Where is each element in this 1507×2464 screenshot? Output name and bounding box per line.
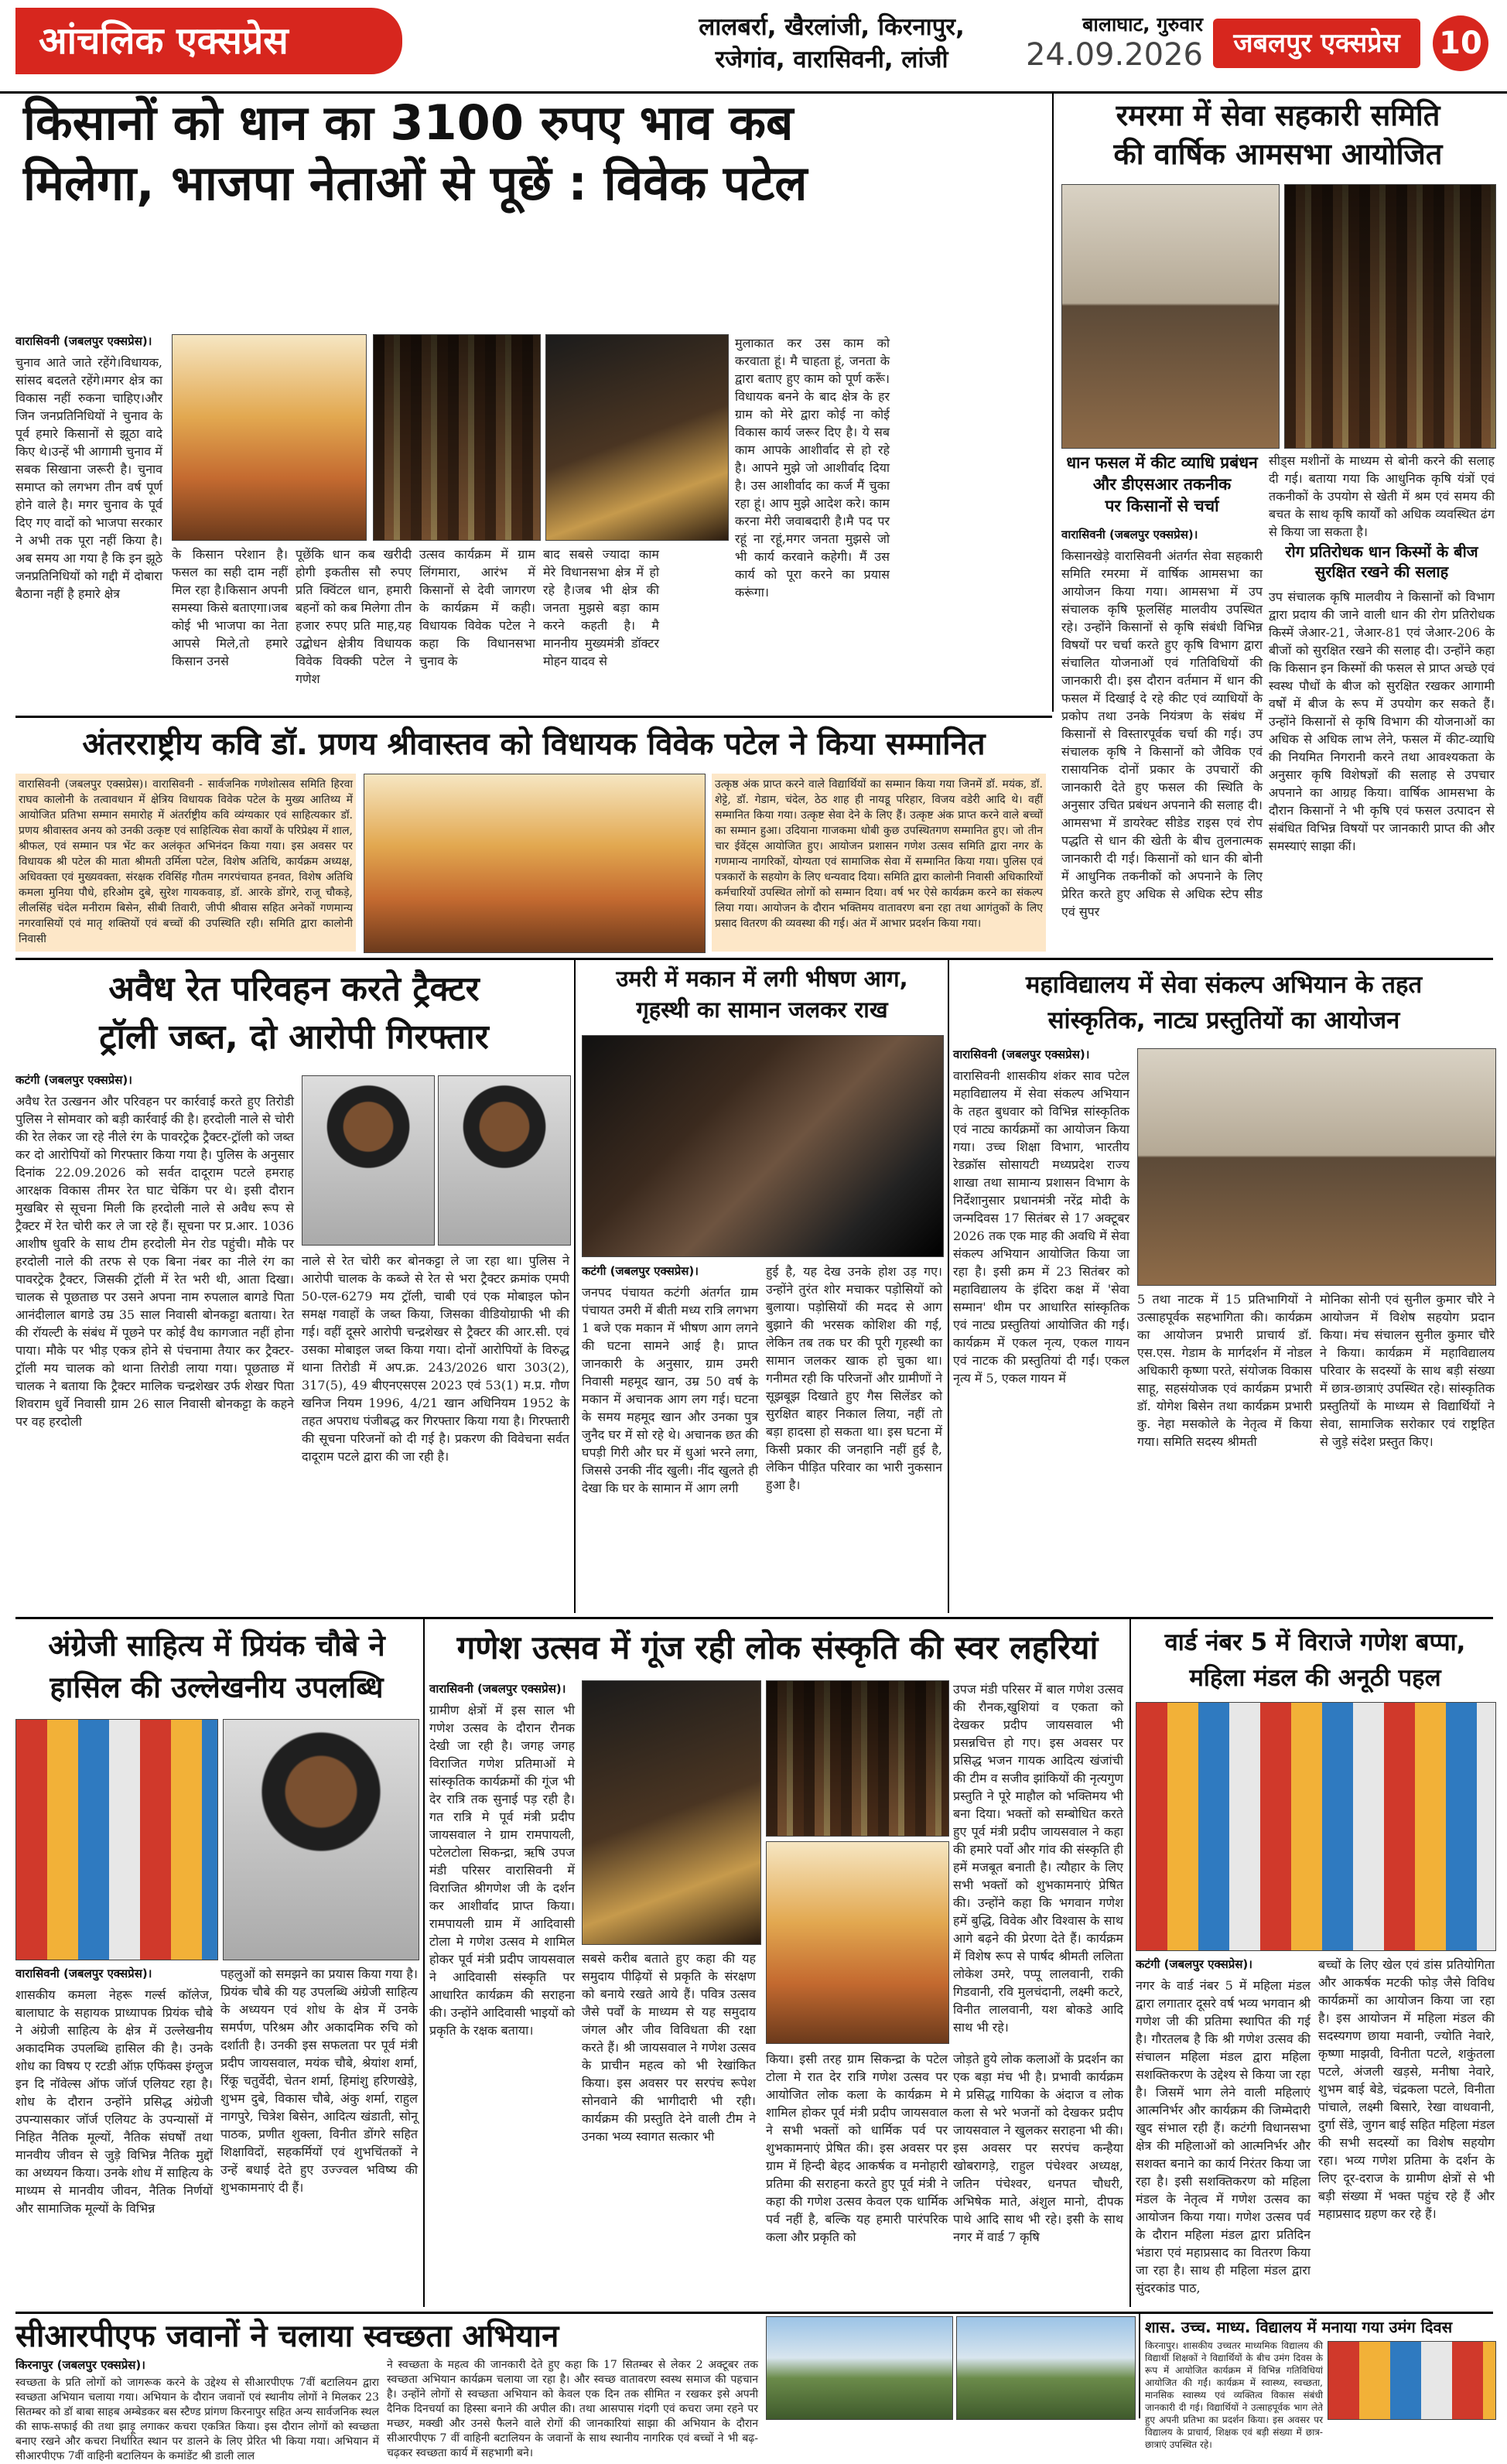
story5-photo [582, 1035, 944, 1257]
story6-col-1 [953, 1046, 1129, 1611]
story1-col-1 [15, 333, 162, 712]
story1-col-4: उत्सव कार्यक्रम में ग्राम लिंगमारा, आरंभ में किसानों से देवी जागरण के कार्यक्रम में कही। विधायक विवेक पटेल ने कहा कि विधानसभा चुनाव के [419, 547, 535, 668]
story3-text-left: वारासिवनी (जबलपुर एक्सप्रेस)। वारासिवनी - सार्वजनिक गणेशोत्सव समिति हिरवा राघव कालोनी के तत्वावधान में क्षेत्रिय विधायक विवेक पटेल के मुख्य आतिथ्य में आयोजित प्रतिभा सम्मान समारोह में अंतर्राष्ट्रीय कवि व्यंग्यकार एवं साहित्यकार डॉ. प्रणय श्रीवास्तव अनय को उनकी उत्कृष्ट एवं साहित्यिक सेवा कार्यों के परिप्रेक्ष्य में शाल, श्रीफल, एवं सम्मान पत्र भेंट कर अलंकृत अभिनंदन किया गया। इस अवसर पर विधायक श्री पटेल की माता श्रीमती उर्मिला पटेल, विशेष अतिथि, कार्यक्रम अध्यक्ष, अधिवक्ता एवं मुख्यवक्ता, संरक्षक रविसिंह गौतम नगरपंचायत हनवत, विशेष अतिथि कमला मुनिया पौधे, हरिओम दुबे, सुरेश गायकवाड़, डॉ. आरके डोंगरे, राजू चौकड़े, लीलसिंह चंदेल मनीराम बिसेन, सीबी तिवारी, जीपी श्रीवास सहित अनेकों गणमान्य नगरवासियों एवं मातृ शक्तियों एवं बच्चों की उपस्थिति रही। समिति द्वारा कालोनी निवासी [15, 774, 356, 952]
story2-photo-1 [1061, 184, 1280, 449]
story8-col-1-text: ग्रामीण क्षेत्रों में इस साल भी गणेश उत्सव के दौरान रौनक देखी जा रही है। जगह जगह विराजित गणेश प्रतिमाओं मे सांस्कृतिक कार्यक्रमों की गूंज भी देर रात्रि तक सुनाई पड़ रही है। गत रात्रि मे पूर्व मंत्री प्रदीप जायसवाल ने ग्राम रामपायली, पटेलटोला सिकन्द्रा, ऋषि उपज मंडी परिसर वारासिवनी में विराजित श्रीगणेश जी के दर्शन कर आशीर्वाद प्राप्त किया। रामपायली ग्राम में आदिवासी टोला मे गणेश उत्सव मे शामिल होकर पूर्व मंत्री प्रदीप जायसवाल ने आदिवासी संस्कृति पर आधारित कार्यक्रम की सराहना की। उन्होंने आदिवासी भाइयों को प्रकृति के रक्षक बताया। [429, 1703, 576, 2038]
divider [423, 1618, 425, 2307]
divider [948, 959, 949, 1613]
story7-portrait-photo [223, 1719, 419, 1960]
story7-headline [15, 1625, 418, 1708]
story11-headline: शास. उच्च. माध्य. विद्यालय में मनाया गया उमंग दिवस [1145, 2318, 1453, 2336]
story6-col-2: 5 तथा नाटक में 15 प्रतिभागियों ने उत्साहपूर्वक सहभागिता की। कार्यक्रम का आयोजन प्रभारी प्राचार्य डॉ. एस.एस. गेडाम के मार्गदर्शन में नोडल अधिकारी कृष्णा परते, संयोजक विकास साहू, सहसंयोजक एवं कार्यक्रम प्रभारी डॉ. योगेश बिसेन तथा कार्यक्रम प्रभारी कु. नेहा मसकोले के नेतृत्व में किया गया। समिति सदस्य श्रीमती [1137, 1292, 1312, 1449]
story7-book-photo [15, 1719, 218, 1960]
story8-col-4: जोड़ते हुये लोक कलाओं के प्रदर्शन का एक बड़ा मंच भी है। प्रभावी कार्यक्रम मे प्रसिद्ध गायिका के अंदाज व लोक कला से भरे भजनों को देखकर प्रदीप जायसवाल ने खुलकर सराहना भी की। इस अवसर पर सरपंच कन्हैया खोबरागड़े, राहुल पंचेश्वर अध्यक्ष, जतिन पंचेश्वर, धनपत चौधरी, अभिषेक माते, अंशुल मानो, दीपक पाथे आदि साथ भी रहे। इसी के साथ नगर में वार्ड 7 कृषि [953, 2052, 1123, 2244]
story2-subhead-line-3: पर किसानों से चर्चा [1105, 497, 1219, 515]
story3-headline: अंतरराष्ट्रीय कवि डॉ. प्रणय श्रीवास्तव को विधायक विवेक पटेल ने किया सम्मानित [82, 726, 986, 762]
story2-text-b: उप संचालक कृषि मालवीय ने किसानों को विभाग द्वारा प्रदाय की जाने वाली धान की रोग प्रतिरोधक किस्में जेआर-21, जेआर-81 एवं जेआर-206 के बीजों को सुरक्षित रखने की सलाह दी। उन्होंने कहा कि किसान इन किस्मों की फसल से प्राप्त अच्छे एवं स्वस्थ पौधों के बीज को सुरक्षित रखकर आगामी वर्षों में बीज के रूप में उपयोग कर सकते हैं। उन्होंने किसानों से कृषि विभाग की योजनाओं का अधिक से अधिक लाभ लेने, फसल में कीट-व्याधि की नियमित निगरानी करने तथा आवश्यकता के अनुसार कृषि विशेषज्ञों की सलाह से उपचार अपनाने का आग्रह किया। वार्षिक आमसभा के दौरान किसानों ने भी कृषि एवं फसल उत्पादन से संबंधित विभिन्न विषयों पर जानकारी प्राप्त की और समस्याएं साझा कीं। [1269, 590, 1495, 853]
story1-col-3: पूछेंकि धान कब खरीदी होगी इकतीस सौ रुपए प्रति क्विंटल धान, हमारी बहनों को कब मिलेगा तीन हजार रुपए प्रति माह,यह उद्बोधन क्षेत्रीय विधायक विवेक विक्की पटेल ने गणेश [296, 547, 412, 686]
story4-accused-photo-1 [302, 1075, 435, 1246]
story1-photo-2 [373, 334, 541, 541]
story8-col-2: सबसे करीब बताते हुए कहा की यह समुदाय पीढ़ियों से प्रकृति के संरक्षण को बनाये रखते आये हैं। पवित्र उत्सव जैसे पर्वों के माध्यम से यह समुदाय जंगल और जीव विविधता की रक्षा करते हैं। श्री जायसवाल ने गणेश उत्सव के प्राचीन महत्व को भी रेखांकित किया। इस अवसर पर सरपंच रूपेश सोनवाने की भागीदारी भी रही। कार्यक्रम की प्रस्तुति देने वाली टीम ने उनका भव्य स्वागत सत्कार भी [582, 1951, 756, 2144]
story7-col-1 [15, 1965, 213, 2305]
divider [15, 958, 1493, 960]
story10-col-2: ने स्वच्छता के महत्व की जानकारी देते हुए कहा कि 17 सितम्बर से लेकर 2 अक्टूबर तक स्वच्छता अभियान कार्यक्रम चलाया जा रहा है। और स्वच्छ वातावरण स्वस्थ समाज की पहचान है। उन्होंने लोगों से स्वच्छता अभियान को केवल एक दिन तक सीमित न रखकर इसे अपनी दैनिक दिनचर्या का हिस्सा बनाने की अपील की। तथा आसपास गंदगी एवं कचरा जमा रहने पर मच्छर, मक्खी और उनसे फैलने वाले रोगों की जानकारियां साझा की अभियान के दौरान सीआरपीएफ 7 वीं वाहिनी बटालियन के जवानों के साथ स्थानीय नागरिक एवं बच्चों ने भी बढ़-चढ़कर स्वच्छता कार्य में सहभागी बने। [387, 2359, 758, 2459]
story6-col-3: मोनिका सोनी एवं सुनील कुमार चौरे ने आयोजन में विशेष सहयोग प्रदान किया। मंच संचालन सुनील कुमार चौरे ने किया। कार्यक्रम में महाविद्यालय परिवार के सदस्यों के साथ बड़ी संख्या में छात्र-छात्राएं उपस्थित रहे। सांस्कृतिक प्रस्तुतियों के माध्यम से विद्यार्थियों ने सेवा, सामाजिक सरोकार एवं राष्ट्रहित से जुड़े संदेश प्रस्तुत किए। [1320, 1292, 1495, 1449]
story1-col-1-text: चुनाव आते जाते रहेंगे।विधायक, सांसद बदलते रहेंगे।मगर क्षेत्र का विकास नहीं रुकना चाहिए।और जिन जनप्रतिनिधियों ने चुनाव के पूर्व हमारे किसानों से झूठा वादे किए थे।उन्हें भी आगामी चुनाव में सबक सिखाना जरूरी है। चुनाव समाप्त को लगभग तीन वर्ष पूर्ण होने वाले है। मगर चुनाव के पूर्व दिए गए वादों को भाजपा सरकार ने अभी तक पूरा नहीं किया है। अब समय आ गया है कि इन झूठे जनप्रतिनिधियों को गद्दी में दोबारा बैठाना नहीं है हमारे क्षेत्र [15, 355, 162, 601]
divider [15, 716, 1052, 718]
story9-col-1 [1136, 1956, 1311, 2305]
story1-dateline: वारासिवनी (जबलपुर एक्सप्रेस)। [15, 334, 152, 348]
story9-headline-line-2: महिला मंडल की अनूठी पहल [1189, 1664, 1441, 1692]
story10-photo-2 [956, 2316, 1136, 2420]
story6-col-1-text: वारासिवनी शासकीय शंकर साव पटेल महाविद्यालय में सेवा संकल्प अभियान के तहत बुधवार को विभिन्न सांस्कृतिक एवं नाट्य कार्यक्रमों का आयोजन किया गया। उच्च शिक्षा विभाग, भारतीय रेडक्रॉस सोसायटी मध्यप्रदेश राज्य शाखा तथा सामान्य प्रशासन विभाग के निर्देशानुसार प्रधानमंत्री नरेंद्र मोदी के जन्मदिवस 17 सितंबर से 17 अक्टूबर 2026 तक एक माह की अवधि में सेवा संकल्प अभियान आयोजित किया जा रहा है। इसी क्रम में 23 सितंबर को महाविद्यालय के इंदिरा कक्ष में 'सेवा सम्मान' थीम पर आधारित सांस्कृतिक एवं नाट्य प्रस्तुतियां आयोजित की गईं। कार्यक्रम में एकल नृत्य, एकल गायन एवं नाटक की प्रस्तुतियां दी गईं। एकल नृत्य में 5, एकल गायन में [953, 1068, 1129, 1386]
divider [1139, 2313, 1140, 2418]
city-day: बालाघाट, गुरुवार [1082, 13, 1203, 36]
story3-photo [364, 774, 706, 953]
story4-col-2: नाले से रेत चोरी कर बोनकट्टा ले जा रहा था। पुलिस ने आरोपी चालक के कब्जे से रेत से भरा ट्रैक्टर क्रमांक एमपी 50-एल-6279 मय ट्रॉली, चाबी एवं एक मोबाइल फोन समक्ष गवाहों के जब्त किया, जिसका वीडियोग्राफी भी की गई। वहीं दूसरे आरोपी चन्द्रशेखर से ट्रैक्टर की आर.सी. एवं उसका मोबाइल जब्त किया गया। दोनों आरोपियों के विरुद्ध थाना तिरोडी में अप.क्र. 243/2026 धारा 303(2), 317(5), 49 बीएनएसएस 2023 एवं 53(1) म.प्र. गौण खनिज नियम 1996, 4/21 खान अधिनियम 1952 के तहत अपराध पंजीबद्ध कर गिरफ्तार किया गया है। गिरफ्तारी की सूचना परिजनों को दी गई है। प्रकरण की विवेचना सर्वत दादूराम पटले द्वारा की जा रही है। [302, 1253, 569, 1464]
story2-headline-line-1: रमरमा में सेवा सहकारी समिति [1116, 98, 1440, 132]
story4-dateline: कटंगी (जबलपुर एक्सप्रेस)। [15, 1073, 132, 1087]
story11-photo [1328, 2341, 1496, 2420]
story4-headline [15, 965, 572, 1061]
story1-col-6: मुलाकात कर उस काम को करवाता हूं। मै चाहता हूं, जनता के द्वारा बताए हुए काम को पूर्ण करूँ। विधायक बनने के बाद क्षेत्र के हर ग्राम को मेरे द्वारा कोई ना कोई विकास कार्य जरूर दिए है। ये सब काम आपके आशीर्वाद से हो रहे है। आपने मुझे जो आशीर्वाद दिया है। उस आशीर्वाद का कर्ज मैं चुका रहा हूं। आप मुझे आदेश करे। काम करना मेरी जवाबदारी है।मै पद पर रहूं ना रहूं,मगर जनता मुझसे जो भी कार्य करवाने कहेगी। मैं उस कार्य को पूरा करने का प्रयास करूंगा। [735, 336, 890, 600]
brand-badge: जबलपुर एक्सप्रेस [1213, 19, 1420, 68]
story9-col-2: बच्चों के लिए खेल एवं डांस प्रतियोगिता और आकर्षक मटकी फोड़ जैसे विविध कार्यक्रमों का आयोजन किया जा रहा है। इस आयोजन में महिला मंडल की सदस्यगण छाया मवानी, ज्योति नेवारे, कृष्णा माझवी, विनीता पटले, शकुंतला पटले, अंजली खड़से, मनीषा नेवारे, शुभम बाई बेडे, चंद्रकला पटले, विनीता पांचाले, लक्ष्मी बिसारे, रेखा वाधवानी, दुर्गा सेंडे, जुगन बाई सहित महिला मंडल की सभी सदस्यों का विशेष सहयोग रहा। भव्य गणेश प्रतिमा के दर्शन के लिए दूर-दराज के ग्रामीण क्षेत्रों से भी बड़ी संख्या में भक्त पहुंच रहे हैं और महाप्रसाद ग्रहण कर रहे हैं। [1318, 1957, 1495, 2221]
story2-text-a: सीड्स मशीनों के माध्यम से बोनी करने की सलाह दी गई। बताया गया कि आधुनिक कृषि यंत्रों एवं तकनीकों के उपयोग से खेती में श्रम एवं समय की बचत के साथ कृषि कार्यों को अधिक व्यवस्थित ढंग से किया जा सकता है। [1269, 453, 1495, 539]
story5-headline [580, 963, 944, 1025]
divider [15, 1617, 1493, 1619]
story6-headline-line-1: महाविद्यालय में सेवा संकल्प अभियान के तहत [1025, 971, 1423, 999]
story10-col-1-text: स्वच्छता के प्रति लोगों को जागरूक करने के उद्देश्य से सीआरपीएफ 7वीं बटालियन द्वारा स्वच्छता अभियान चलाया गया। अभियान के दौरान जवानों एवं स्थानीय लोगों ने मिलकर 23 सितम्बर को डॉ बाबा साहब अम्बेडकर बस स्टैण्ड प्रांगण किरनापुर सहित अन्य सार्वजनिक स्थल की साफ-सफाई की तथा झाड़ू लगाकर कचरा एकत्रित किया। इस दौरान लोगों को स्वच्छता बनाए रखने और कचरा निर्धारित स्थान पर डालने के लिए प्रेरित भी किया गया। अभियान में सीआरपीएफ 7वीं वाहिनी बटालियन के कमांडेंट श्री डाली लाल [15, 2377, 379, 2462]
story1-col-2: के किसान परेशान है। फसल का सही दाम नहीं मिल रहा है।किसान अपनी समस्या किसे बताएगा।जब कोई भी भाजपा का नेता आपसे मिले,तो हमारे किसान उनसे [172, 547, 288, 668]
story9-col-1-text: नगर के वार्ड नंबर 5 में महिला मंडल द्वारा लगातार दूसरे वर्ष भव्य भगवान श्री गणेश जी की प्रतिमा स्थापित की गई है। गौरतलब है कि श्री गणेश उत्सव की संचालन महिला मंडल द्वारा महिला सशक्तिकरण के उद्देश्य से किया जा रहा है। जिसमें भाग लेने वाली महिलाएं आत्मनिर्भर और कार्यक्रम की जिम्मेदारी खुद संभाल रही हैं। कटंगी विधानसभा क्षेत्र की महिलाओं को आत्मनिर्भर और सशक्त बनाने का कार्य निरंतर किया जा रहा है। इसी सशक्तिकरण को महिला मंडल के नेतृत्व में गणेश उत्सव का आयोजन किया गया। गणेश उत्सव पर्व के दौरान महिला मंडल द्वारा प्रतिदिन भंडारा एवं महाप्रसाद का वितरण किया जा रहा है। साथ ही महिला मंडल द्वारा सुंदरकांड पाठ, [1136, 1978, 1311, 2295]
story10-dateline: किरनापुर (जबलपुर एक्सप्रेस)। [15, 2358, 145, 2372]
story6-headline [953, 967, 1495, 1038]
story2-text-c-body: किसानखेड़े वारासिवनी अंतर्गत सेवा सहकारी समिति रमरमा में वार्षिक आमसभा का आयोजन किया गया। आमसभा में उप संचालक कृषि फूलसिंह मालवीय उपस्थित रहे। उन्होंने किसानों से कृषि संबंधी विभिन्न विषयों पर चर्चा करते हुए कृषि विभाग द्वारा संचालित योजनाओं एवं गतिविधियों की जानकारी दी। इस दौरान वर्तमान में धान की फसल में दिखाई दे रहे कीट एवं व्याधियों के प्रकोप तथा उनके नियंत्रण के संबंध में किसानों से विस्तारपूर्वक चर्चा की गई। उप संचालक कृषि ने किसानों को जैविक एवं रासायनिक दोनों प्रकार के उपचारों की जानकारी देते हुए फसल की स्थिति के अनुसार उचित प्रबंधन अपनाने की सलाह दी। आमसभा में डायरेक्ट सीडेड राइस एवं रोप पद्धति से धान की खेती के बीच तुलनात्मक जानकारी दी गई। किसानों को धान की बोनी में आधुनिक तकनीकों को अपनाने के लिए प्रेरित करते हुए अधिक से अधिक स्टेप सीड एवं सुपर [1061, 549, 1263, 919]
story3-text-right: उत्कृष्ठ अंक प्राप्त करने वाले विद्यार्थियों का सम्मान किया गया जिनमें डॉ. मयंक, डॉ. शेट्टे, डॉ. गेडाम, चंदेल, ठेठ शाह ही नायडू परिहार, विजय वडेरी आदि थे। वहीं सम्मानित किया गया। उत्कृष्ट सेवा देने के लिए हैं। उत्कृष्ट अंक प्राप्त करने वाले बच्चों का सम्मान हुआ। उदियाना गाजकमा धोबी कुछ उपस्थितगण सम्मानित हुए। जो तीन चार ईवेंट्स आयोजित हुए। आयोजन प्रशासन गणेश उत्सव समिति द्वारा नगर के गणमान्य नागरिकों, योग्यता एवं सामाजिक सेवा में सम्मानित किया गया। पुलिस एवं पत्रकारों के सहयोग के लिए धन्यवाद दिया। समिति द्वारा कालोनी निवासी अधिकारियों कर्मचारियों उपस्थित लोगों को सम्मान दिया। वर्ष भर ऐसे कार्यक्रम करने का संकल्प लिया गया। आयोजन के दौरान भक्तिमय वातावरण बना रहा तथा आगंतुकों के लिए प्रसाद वितरण की व्यवस्था की गई। अंत में आभार प्रदर्शन किया गया। [712, 774, 1046, 952]
story9-photo [1136, 1702, 1496, 1951]
story8-dateline: वारासिवनी (जबलपुर एक्सप्रेस)। [429, 1682, 566, 1696]
story6-dateline: वारासिवनी (जबलपुर एक्सप्रेस)। [953, 1047, 1090, 1061]
story9-headline [1136, 1625, 1495, 1696]
story2-headline-line-2: की वार्षिक आमसभा आयोजित [1113, 137, 1443, 171]
story4-headline-line-1: अवैध रेत परिवहन करते ट्रैक्टर [108, 969, 480, 1009]
story1-col-5: बाद सबसे ज्यादा काम मेरे विधानसभा क्षेत्र में हो रहे है।जब भी क्षेत्र की जनता मुझसे बड़ा काम करने कहती है। मै माननीय मुख्यमंत्री डॉक्टर मोहन यादव से [543, 547, 659, 668]
story8-photo-3 [766, 1841, 949, 2044]
story4-accused-photo-2 [438, 1075, 571, 1246]
story4-col-1-text: अवैध रेत उत्खनन और परिवहन पर कार्रवाई करते हुए तिरोडी पुलिस ने सोमवार को बड़ी कार्रवाई की है। हरदोली नाले से चोरी की रेत लेकर जा रहे नीले रंग के पावरट्रेक ट्रैक्टर-ट्रॉली को जब्त कर दो आरोपियों को गिरफ्तार किया गया है। पुलिस के अनुसार दिनांक 22.09.2026 को सर्वत दादूराम पटले हमराह आरक्षक विकास तीमर रेत घाट चेकिंग पर थे। इसी दौरान मुखबिर से सूचना मिली कि हरदोली नाले से अवैध रूप से ट्रैक्टर में रेत चोरी कर ले जा रहे हैं। सूचना पर प्र.आर. 1036 आशीष धुर्वारे के साथ टीम हरदोली मेन रोड पहुंची। मौके पर हरदोली नाले की तरफ से एक बिना नंबर का नीले रंग का पावरट्रेक ट्रैक्टर, जिसकी ट्रॉली में रेत भरी थी, आता दिखा। चालक से पूछताछ पर उसने अपना नाम रुपलाल बागडे पिता आनंदीलाल बागडे उम्र 35 साल निवासी बोनकट्टा बताया। रेत की रॉयल्टी के संबंध में पूछने पर कोई वैध कागजात नहीं होना पाया। मौके पर भीड़ एकत्र होने से पंचनामा तैयार कर ट्रैक्टर-ट्रॉली मय चालक को थाना तिरोडी लाया गया। पूछताछ में चालक ने बताया कि ट्रैक्टर मालिक चन्द्रशेखर उर्फ शेखर पिता शिवराम धुर्वे निवासी ग्राम 26 साल निवासी बोनकट्टा के कहने पर वह हरदोली [15, 1094, 294, 1429]
places-line-1: लालबर्रा, खैरलांजी, किरनापुर, [699, 13, 965, 41]
story5-dateline: कटंगी (जबलपुर एक्सप्रेस)। [582, 1264, 699, 1278]
story11-text: किरनापुर। शासकीय उच्चतर माध्यमिक विद्यालय की विद्यार्थी शिक्षकों ने विद्यार्थियों के बीच उमंग दिवस के रूप में आयोजित कार्यक्रम में विभिन्न गतिविधियां आयोजित की गईं। कार्यक्रम में स्वास्थ्य, स्वच्छता, मानसिक स्वास्थ्य एवं व्यक्तित्व विकास संबंधी जानकारी दी गई। विद्यार्थियों ने उत्साहपूर्वक भाग लेते हुए अपनी प्रतिभा का प्रदर्शन किया। इस अवसर पर विद्यालय के प्राचार्य, शिक्षक एवं बड़ी संख्या में छात्र-छात्राएं उपस्थित रहे। [1145, 2340, 1323, 2450]
story6-photo [1137, 1048, 1496, 1286]
story2-dateline: वारासिवनी (जबलपुर एक्सप्रेस)। [1061, 528, 1198, 542]
story8-col-5: उपज मंडी परिसर में बाल गणेश उत्सव की रौनक,खुशियां व एकता को देखकर प्रदीप जायसवाल भी प्रसन्नचित्त हो गए। इस अवसर पर प्रसिद्ध भजन गायक आदित्य खंजांची की टीम व सजीव झांकियों की नृत्यगुण प्रस्तुति ने पूरे माहौल को भक्तिमय भी बना दिया। भक्तों को सम्बोधित करते हुए पूर्व मंत्री प्रदीप जायसवाल ने कहा की हमारे पर्वो और गांव की संस्कृति ही हमें मजबूत बनाती है। त्यौहार के लिए सभी भक्तों को शुभकामनाएं प्रेषित की। उन्होंने कहा कि भगवान गणेश हमें बुद्धि, विवेक और विश्वास के साथ आगे बढ़ने की प्रेरणा देते हैं। कार्यक्रम में विशेष रूप से पार्षद श्रीमती ललिता लोकेश उमरे, पप्पू लालवानी, राकी गिडवानी, रवि मुलचंदानी, लक्ष्मी कटरे, विनीत लालवानी, यश बोकडे आदि साथ भी रहे। [953, 1682, 1123, 2035]
divider [1052, 93, 1054, 712]
story2-box-title: रोग प्रतिरोधक धान किस्मों के बीज सुरक्षित रखने की सलाह [1285, 542, 1478, 581]
divider [15, 2312, 1493, 2314]
story5-headline-line-1: उमरी में मकान में लगी भीषण आग, [616, 965, 908, 992]
issue-date: 24.09.2026 [1025, 37, 1203, 73]
story2-subhead-line-1: धान फसल में कीट व्याधि प्रबंधन [1066, 453, 1258, 472]
places-list [654, 11, 1010, 76]
divider [1129, 1618, 1131, 2307]
story2-headline [1061, 96, 1495, 173]
story8-col-1 [429, 1680, 575, 2305]
story1-photo-1 [172, 334, 367, 541]
story8-headline: गणेश उत्सव में गूंज रही लोक संस्कृति की स्वर लहरियां [456, 1628, 1099, 1666]
story5-col-2: हुई है, यह देख उनके होश उड़ गए। उन्होंने तुरंत शोर मचाकर पड़ोसियों को बुलाया। पड़ोसियों की मदद से आग बुझाने की भरसक कोशिश की गई, लेकिन तब तक घर की पूरी गृहस्थी का सामान जलकर खाक हो चुका था। गनीमत रही कि परिजनों और ग्रामीणों ने सूझबूझ दिखाते हुए गैस सिलेंडर को सुरक्षित बाहर निकाल लिया, नहीं तो बड़ा हादसा हो सकता था। इस घटना में किसी प्रकार की जनहानि नहीं हुई है, लेकिन पीड़ित परिवार का भारी नुकसान हुआ है। [766, 1264, 942, 1492]
story7-headline-line-2: हासिल की उल्लेखनीय उपलब्धि [50, 1670, 384, 1704]
story7-dateline: वारासिवनी (जबलपुर एक्सप्रेस)। [15, 1967, 152, 1980]
story1-headline-line-2: मिलेगा, भाजपा नेताओं से पूछें : विवेक पटेल [23, 155, 808, 211]
story4-col-1 [15, 1071, 294, 1613]
story10-col-1 [15, 2358, 379, 2462]
story8-photo-1 [582, 1680, 761, 1945]
story8-col-3: किया। इसी तरह ग्राम सिकन्द्रा के पटेल टोला मे रात देर रात्रि गणेश उत्सव पर आयोजित लोक कला के कार्यक्रम मे शामिल होकर पूर्व मंत्री प्रदीप जायसवाल ने सभी भक्तों को धार्मिक पर्व पर शुभकामनाएं प्रेषित की। इस अवसर पर ग्राम में हिन्दी बेहद आकर्षक व मनोहारी प्रतिमा की सराहना करते हुए पूर्व मंत्री ने कहा की गणेश उत्सव केवल एक धार्मिक पर्व नहीं है, बल्कि यह हमारी पारंपरिक कला और प्रकृति को [766, 2052, 948, 2244]
date-block [1010, 11, 1203, 73]
story2-photo-2 [1284, 184, 1496, 449]
divider [574, 959, 576, 1613]
story5-col-1-text: जनपद पंचायत कटंगी अंतर्गत ग्राम पंचायत उमरी में बीती मध्य रात्रि लगभग 1 बजे एक मकान में भीषण आग लगने की घटना सामने आई है। प्राप्त जानकारी के अनुसार, ग्राम उमरी निवासी महमूद खान, उम्र 50 वर्ष के मकान में अचानक आग लग गई। घटना के समय महमूद खान और उनका पुत्र जुनैद घर में सो रहे थे। अचानक छत की घपड़ी गिरी और घर में धुआं भरने लगा, जिससे उनकी नींद खुली। नींद खुलते ही देखा कि घर के सामान में आग लगी [582, 1285, 758, 1495]
story7-col-2: पहलुओं को समझने का प्रयास किया गया है। प्रियंक चौबे की यह उपलब्धि अंग्रेजी साहित्य के अध्ययन एवं शोध के क्षेत्र में उनके समर्पण, परिश्रम और अकादमिक रुचि को दर्शाती है। उनकी इस सफलता पर पूर्व मंत्री प्रदीप जायसवाल, मयंक चौबे, श्रेयांश शर्मा, रिंकू चतुर्वेदी, चेतन शर्मा, हिमांशु हरिणखेड़े, शुभम दुबे, विकास चौबे, अंकु शर्मा, राहुल नागपुरे, चित्रेश बिसेन, आदित्य खंडाती, सोनू पाठक, प्रणीत शुक्ला, विनीत डोंगरे सहित शिक्षाविदों, सहकर्मियों एवं शुभचिंतकों ने उन्हें बधाई देते हुए उज्ज्वल भविष्य की शुभकामनाएं दी हैं। [220, 1967, 418, 2195]
story10-photo-1 [766, 2316, 953, 2420]
page-number: 10 [1433, 15, 1488, 71]
story9-dateline: कटंगी (जबलपुर एक्सप्रेस)। [1136, 1957, 1252, 1971]
section-banner: आंचलिक एक्सप्रेस [15, 8, 402, 74]
story6-headline-line-2: सांस्कृतिक, नाट्य प्रस्तुतियों का आयोजन [1047, 1006, 1400, 1034]
story5-headline-line-2: गृहस्थी का सामान जलकर राख [636, 996, 888, 1023]
story4-headline-line-2: ट्रॉली जब्त, दो आरोपी गिरफ्तार [99, 1017, 489, 1057]
story8-photo-2 [766, 1680, 949, 1837]
story2-subhead-line-2: और डीएसआर तकनीक [1092, 475, 1232, 494]
story1-photo-3 [545, 334, 729, 541]
story5-col-1 [582, 1263, 758, 1611]
story1-headline-line-1: किसानों को धान का 3100 रुपए भाव कब [23, 94, 794, 151]
story2-text-c [1061, 526, 1263, 944]
story9-headline-line-1: वार्ड नंबर 5 में विराजे गणेश बप्पा, [1164, 1628, 1466, 1656]
story2-subhead [1061, 452, 1263, 517]
masthead [0, 0, 1507, 94]
story7-col-1-text: शासकीय कमला नेहरू गर्ल्स कॉलेज, बालाघाट के सहायक प्राध्यापक प्रियंक चौबे ने अंग्रेजी साहित्य के क्षेत्र में उल्लेखनीय अकादमिक उपलब्धि हासिल की है। उनके शोध का विषय ए रटडी ऑफ़ एफिंक्स इंग्लुज इन दि नॉवेल्स ऑफ जॉर्ज एलियट रहा है। शोध के दौरान उन्होंने प्रसिद्ध अंग्रेजी उपन्यासकार जॉर्ज एलियट के उपन्यासों में निहित नैतिक मूल्यों, नैतिक संघर्षों तथा मानवीय जीवन से जुड़े विभिन्न नैतिक मुद्दों का अध्ययन किया। उनके शोध में साहित्य के माध्यम से मानवीय जीवन, नैतिक निर्णयों और सामाजिक मूल्यों के विभिन्न [15, 1987, 213, 2216]
story7-headline-line-1: अंग्रेजी साहित्य में प्रियंक चौबे ने [48, 1628, 385, 1663]
story10-headline: सीआरपीएफ जवानों ने चलाया स्वच्छता अभियान [15, 2319, 559, 2354]
places-line-2: रजेगांव, वारासिवनी, लांजी [715, 46, 948, 73]
story1-headline [23, 93, 1044, 214]
